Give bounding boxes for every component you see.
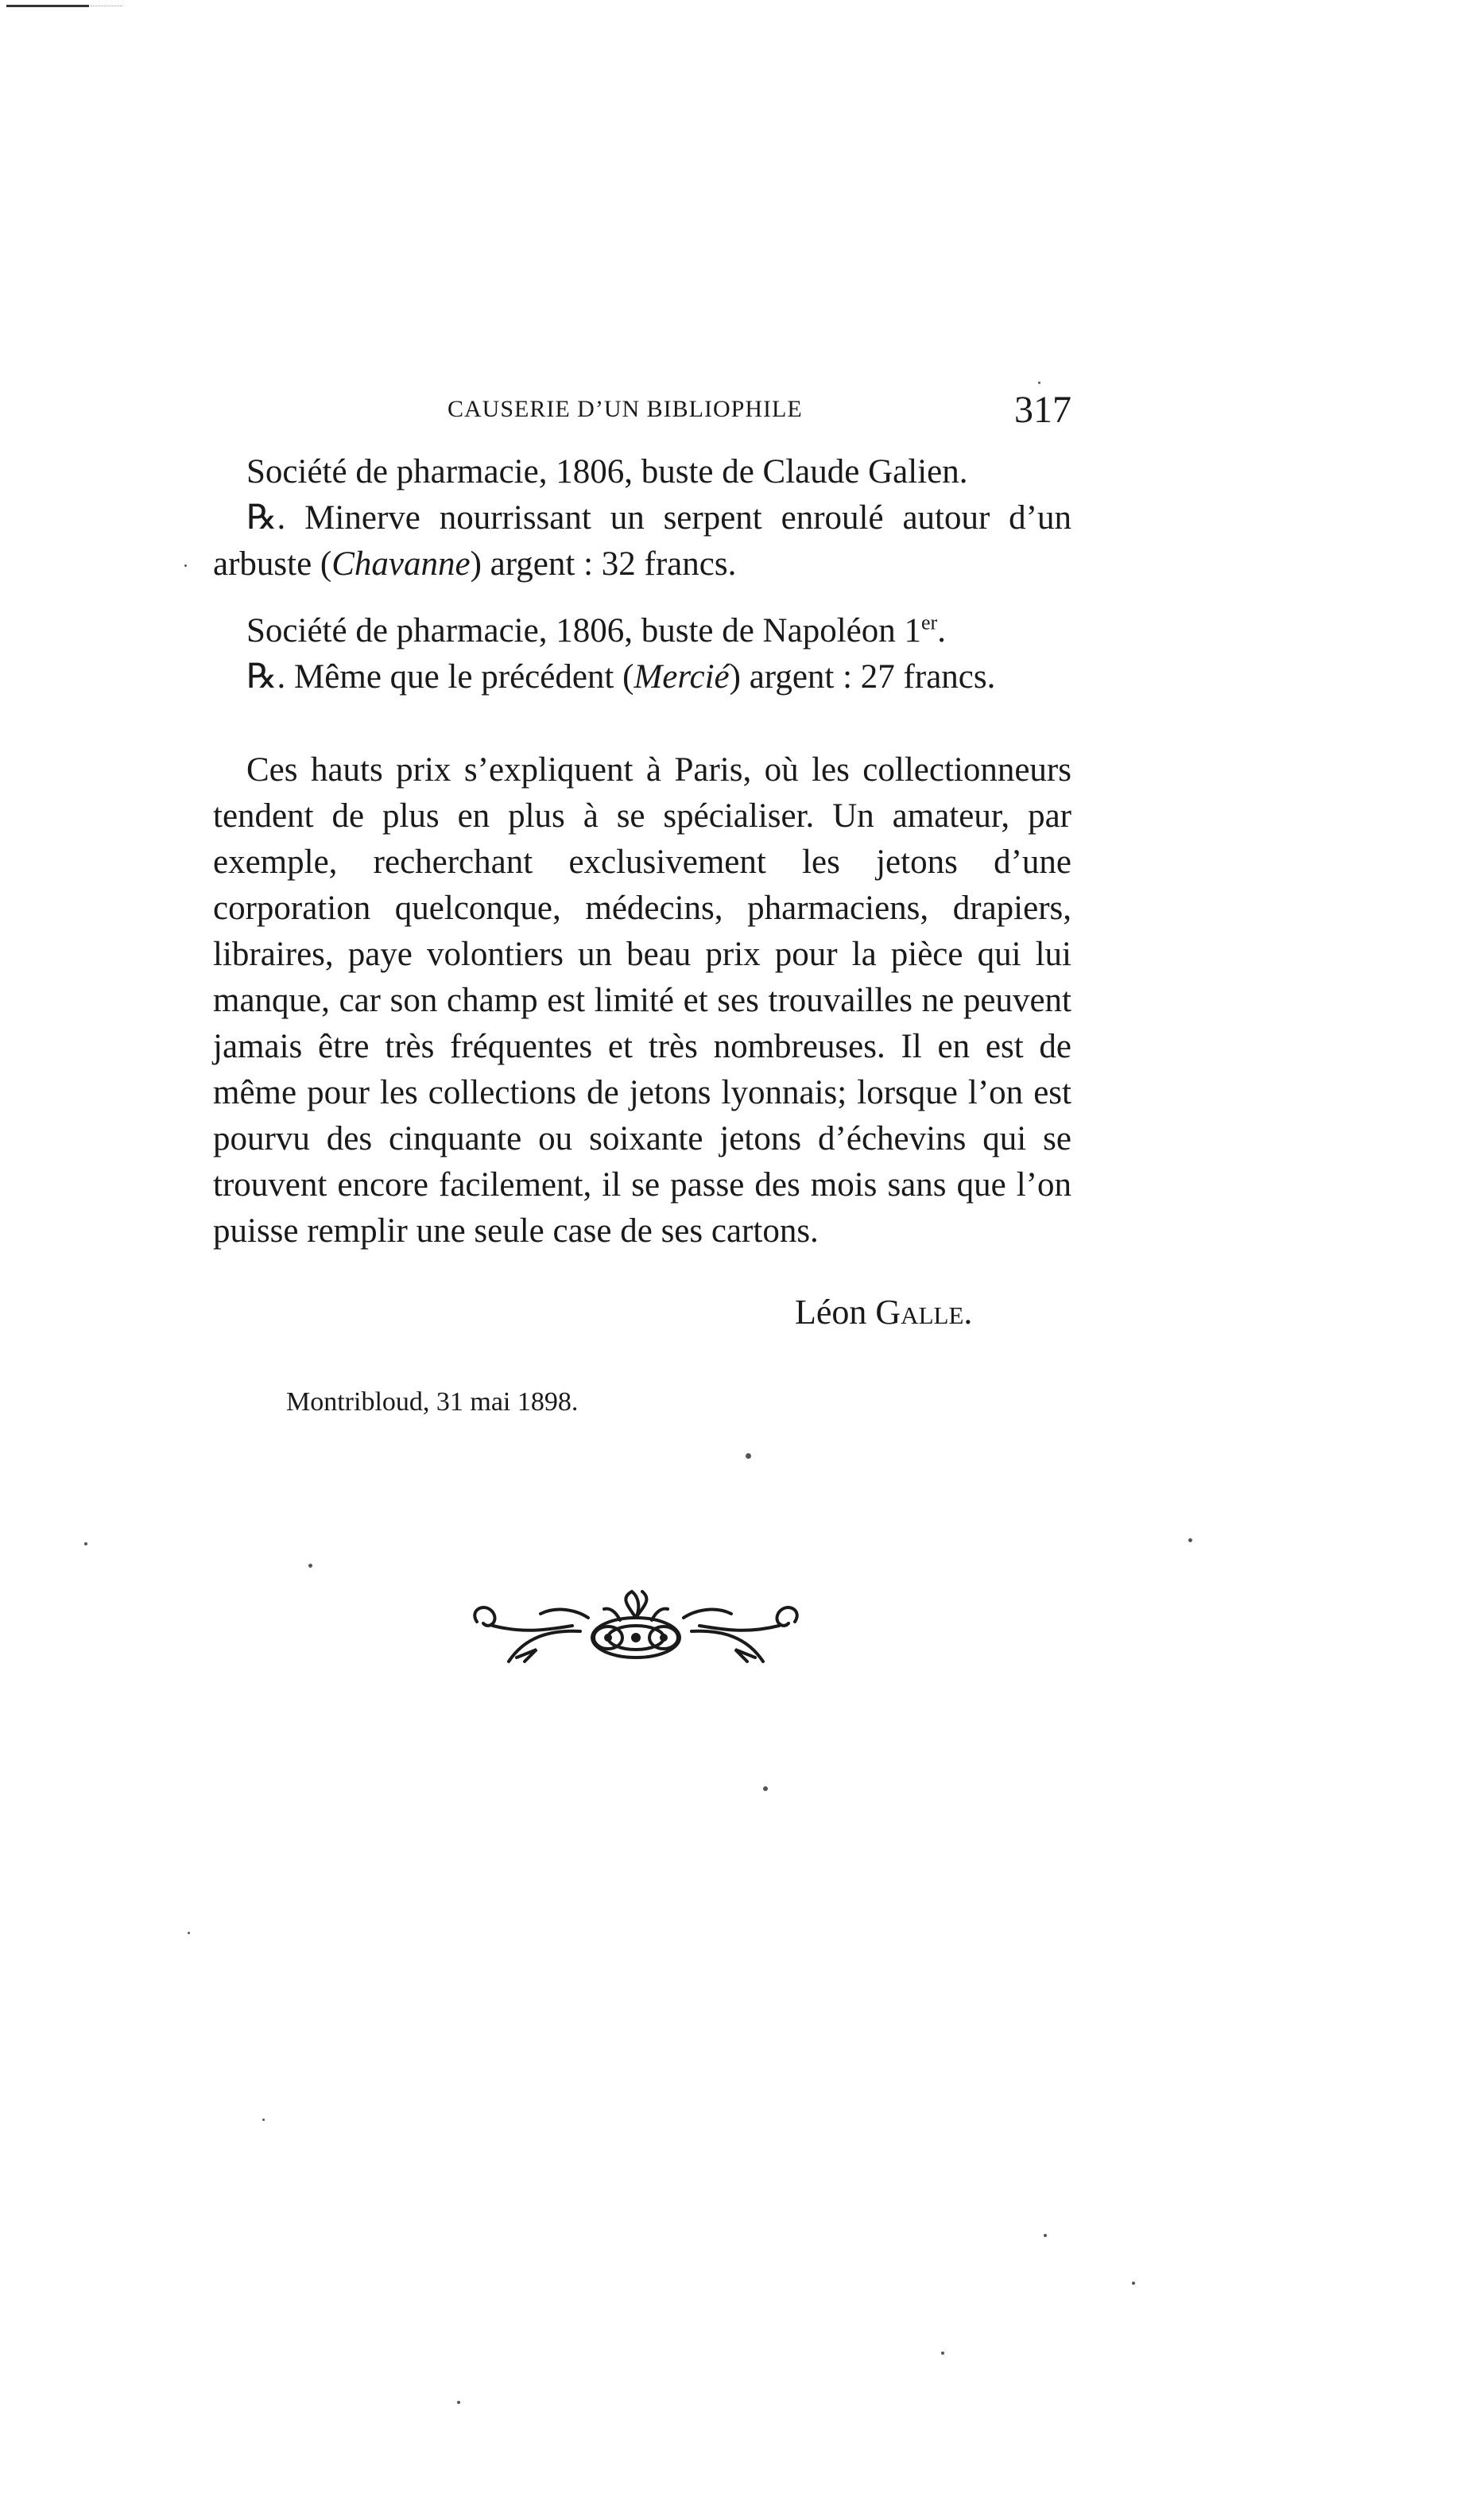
- floral-vignette-icon: [461, 1582, 811, 1677]
- speck: [1132, 2282, 1135, 2285]
- engraver-name: Chavanne: [331, 545, 471, 583]
- page-number: 317: [1014, 389, 1071, 431]
- entry-title: Société de pharmacie, 1806, buste de Claude Galien.: [246, 453, 968, 490]
- speck: [457, 2401, 460, 2404]
- entry-reverse: ℞. Minerve nourrissant un serpent enroulé autour d’un arbuste (Chavanne) argent : 32 francs.: [213, 499, 1071, 583]
- entry-reverse: ℞. Même que le précédent (Mercié) argent : 27 francs.: [246, 658, 996, 696]
- running-head: [213, 388, 1071, 436]
- speck: [262, 2119, 265, 2121]
- entry-napoleon: [213, 608, 1071, 700]
- speck: [1038, 382, 1040, 384]
- speck: [763, 1786, 768, 1791]
- speck: [746, 1453, 751, 1459]
- entry-galien: [213, 449, 1071, 587]
- engraver-name: Mercié: [634, 658, 730, 696]
- corner-rule: [6, 5, 89, 7]
- body-paragraph: [213, 747, 1071, 1254]
- speck: [84, 1542, 87, 1545]
- author-signature: Léon Galle.: [795, 1293, 973, 1332]
- speck: [308, 1564, 312, 1568]
- running-title: CAUSERIE D’UN BIBLIOPHILE: [448, 396, 803, 422]
- speck: [941, 2352, 944, 2355]
- speck: [184, 564, 187, 567]
- paragraph-text: Ces hauts prix s’expliquent à Paris, où les collectionneurs tendent de plus en plus à se spécialiser. Un amateur, par exemple, recherchant exclusivement les jetons d’une corporation quelconque, médecins, pharmaciens, drapiers, libraires, paye volontiers un beau prix pour la pièce qui lui manque, car son champ est limité et ses trouvailles ne peuvent jamais être très fréquentes et très nombreuses. Il en est de même pour les collections de jetons lyonnais; lorsque l’on est pourvu des cinquante ou soixante jetons d’échevins qui se trouvent encore facilement, il se passe des mois sans que l’on puisse remplir une seule case de ses cartons.: [213, 751, 1071, 1250]
- dateline: Montribloud, 31 mai 1898.: [286, 1387, 579, 1417]
- corner-rule-faint: [91, 6, 122, 7]
- speck: [1044, 2234, 1047, 2237]
- entry-title: Société de pharmacie, 1806, buste de Napoléon 1er.: [246, 611, 946, 649]
- speck: [188, 1932, 190, 1934]
- speck: [1188, 1538, 1192, 1542]
